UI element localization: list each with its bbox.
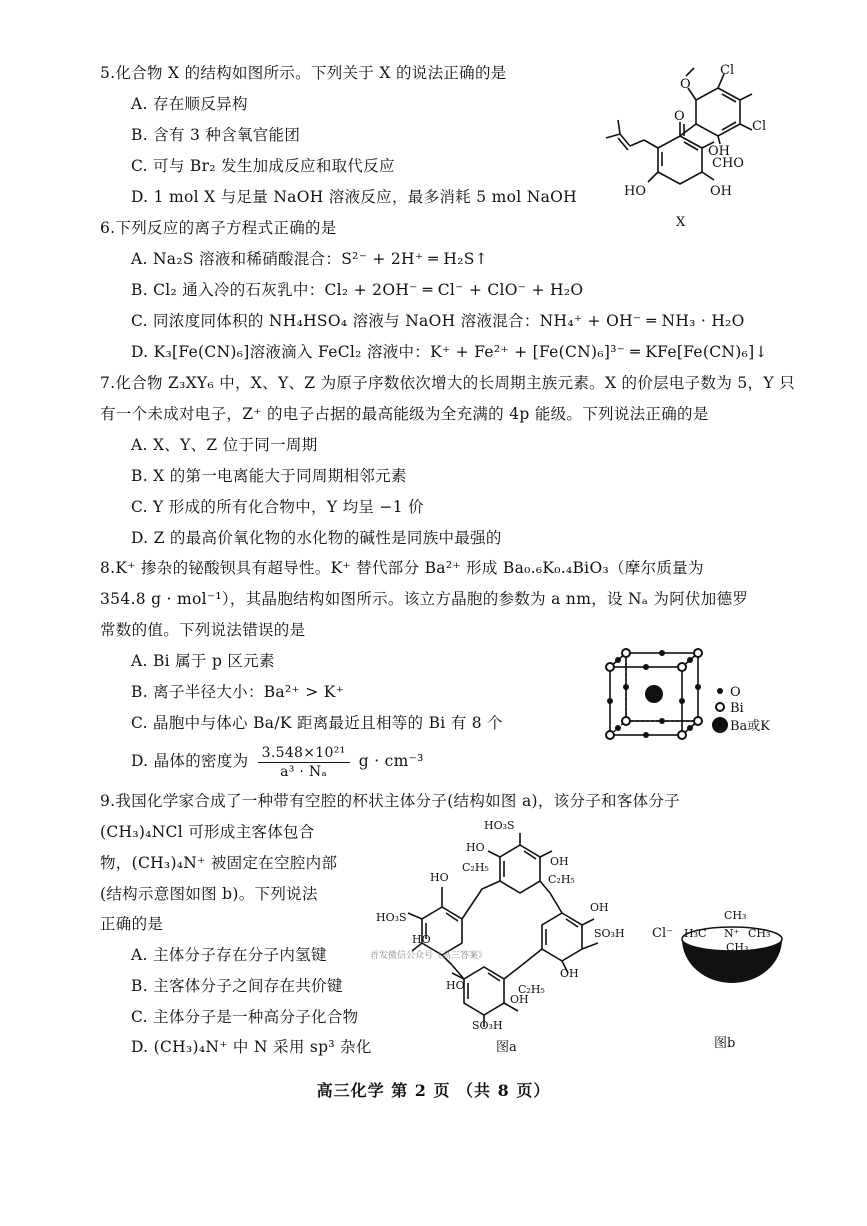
- q8-option-a: A. Bi 属于 p 区元素: [131, 652, 275, 670]
- q9-stem-line1: 9.我国化学家合成了一种带有空腔的杯状主体分子(结构如图 a)，该分子和客体分子: [100, 792, 681, 810]
- svg-text:CH₃: CH₃: [748, 927, 771, 940]
- svg-text:O: O: [730, 685, 741, 700]
- svg-text:CH₃: CH₃: [726, 941, 749, 954]
- compound-x-structure: [600, 60, 780, 235]
- q6-option-a: A. Na₂S 溶液和稀硝酸混合：S²⁻ + 2H⁺ ═ H₂S↑: [131, 250, 488, 268]
- svg-text:HO₃S: HO₃S: [376, 911, 407, 924]
- q8-option-b: B. 离子半径大小：Ba²⁺ > K⁺: [131, 683, 345, 701]
- q6-stem: 6.下列反应的离子方程式正确的是: [100, 219, 337, 237]
- svg-text:SO₃H: SO₃H: [594, 927, 625, 940]
- density-numerator: 3.548×10²¹: [258, 744, 350, 763]
- svg-text:OH: OH: [560, 967, 579, 980]
- unit-cell-diagram: [598, 645, 798, 750]
- q6-option-d: D. K₃[Fe(CN)₆]溶液滴入 FeCl₂ 溶液中：K⁺ + Fe²⁺ + [Fe(CN)₆]³⁻ ═ KFe[Fe(CN)₆]↓: [131, 343, 768, 361]
- q8-option-d-prefix: D. 晶体的密度为: [131, 752, 249, 770]
- svg-text:CHO: CHO: [712, 156, 744, 171]
- q7-stem-line1: 7.化合物 Z₃XY₆ 中，X、Y、Z 为原子序数依次增大的长周期主族元素。X 的价层电子数为 5，Y 只: [100, 374, 795, 392]
- svg-text:图a: 图a: [496, 1040, 517, 1055]
- watermark: 首发微信公众号《高三答案》: [370, 951, 488, 961]
- page-footer: 高三化学 第 2 页 （共 8 页）: [316, 1081, 551, 1100]
- q9-stem-line2: (CH₃)₄NCl 可形成主客体包合: [100, 823, 315, 841]
- q7-option-b: B. X 的第一电离能大于同周期相邻元素: [131, 467, 407, 485]
- svg-text:HO: HO: [624, 184, 646, 199]
- svg-text:OH: OH: [550, 855, 569, 868]
- q8-stem-line1: 8.K⁺ 掺杂的铋酸钡具有超导性。K⁺ 替代部分 Ba²⁺ 形成 Ba₀.₆K₀.₄BiO₃（摩尔质量为: [100, 559, 704, 577]
- svg-text:HO: HO: [430, 871, 449, 884]
- q5-stem: 5.化合物 X 的结构如图所示。下列关于 X 的说法正确的是: [100, 64, 507, 82]
- q6-option-b: B. Cl₂ 通入冷的石灰乳中：Cl₂ + 2OH⁻ ═ Cl⁻ + ClO⁻ + H₂O: [131, 281, 584, 299]
- svg-text:O: O: [674, 109, 685, 124]
- q7-option-c: C. Y 形成的所有化合物中，Y 均呈 −1 价: [131, 498, 424, 516]
- q9-stem-line5: 正确的是: [100, 915, 164, 933]
- density-unit: g · cm⁻³: [358, 752, 424, 770]
- q5-option-b: B. 含有 3 种含氧官能团: [131, 126, 301, 144]
- q8-stem-line2: 354.8 g · mol⁻¹），其晶胞结构如图所示。该立方晶胞的参数为 a nm，设 Nₐ 为阿伏加德罗: [100, 590, 749, 608]
- svg-text:O: O: [680, 77, 691, 92]
- q5-option-c: C. 可与 Br₂ 发生加成反应和取代反应: [131, 157, 395, 175]
- svg-text:HO: HO: [446, 979, 465, 992]
- q9-stem-line4: (结构示意图如图 b)。下列说法: [100, 885, 318, 903]
- svg-text:Cl: Cl: [720, 63, 735, 78]
- svg-text:HO: HO: [466, 841, 485, 854]
- svg-text:Cl: Cl: [752, 119, 767, 134]
- q8-option-d: [131, 742, 424, 781]
- svg-text:C₂H₅: C₂H₅: [518, 983, 545, 996]
- svg-text:OH: OH: [710, 184, 732, 199]
- svg-text:X: X: [676, 215, 686, 230]
- q8-option-c: C. 晶胞中与体心 Ba/K 距离最近且相等的 Bi 有 8 个: [131, 714, 503, 732]
- q7-option-d: D. Z 的最高价氧化物的水化物的碱性是同族中最强的: [131, 529, 502, 547]
- host-molecule-figure-a: [372, 815, 642, 1060]
- density-fraction: [258, 744, 350, 781]
- q7-option-a: A. X、Y、Z 位于同一周期: [131, 436, 318, 454]
- svg-text:Bi: Bi: [730, 701, 744, 716]
- q5-option-a: A. 存在顺反异构: [131, 95, 248, 113]
- q9-stem-line3: 物，(CH₃)₄N⁺ 被固定在空腔内部: [100, 854, 338, 872]
- q8-stem-line3: 常数的值。下列说法错误的是: [100, 621, 306, 639]
- svg-text:Ba或K: Ba或K: [730, 719, 771, 734]
- density-denominator: a³ · Nₐ: [280, 763, 328, 780]
- svg-text:H₃C: H₃C: [684, 927, 707, 940]
- q6-option-c: C. 同浓度同体积的 NH₄HSO₄ 溶液与 NaOH 溶液混合：NH₄⁺ + OH⁻ ═ NH₃ · H₂O: [131, 312, 745, 330]
- q7-stem-line2: 有一个未成对电子，Z⁺ 的电子占据的最高能级为全充满的 4p 能级。下列说法正确的是: [100, 405, 709, 423]
- svg-text:图b: 图b: [714, 1036, 736, 1051]
- svg-text:HO₃S: HO₃S: [484, 819, 515, 832]
- svg-text:OH: OH: [708, 144, 730, 159]
- q9-option-a: A. 主体分子存在分子内氢键: [131, 946, 327, 964]
- q9-option-c: C. 主体分子是一种高分子化合物: [131, 1008, 359, 1026]
- svg-text:Cl⁻: Cl⁻: [652, 926, 673, 941]
- svg-text:C₂H₅: C₂H₅: [548, 873, 575, 886]
- svg-text:N⁺: N⁺: [724, 927, 740, 940]
- q5-option-d: D. 1 mol X 与足量 NaOH 溶液反应，最多消耗 5 mol NaOH: [131, 188, 577, 206]
- svg-text:SO₃H: SO₃H: [472, 1019, 503, 1032]
- svg-text:C₂H₅: C₂H₅: [462, 861, 489, 874]
- q9-option-b: B. 主客体分子之间存在共价键: [131, 977, 343, 995]
- svg-text:CH₃: CH₃: [724, 909, 747, 922]
- q9-option-d: D. (CH₃)₄N⁺ 中 N 采用 sp³ 杂化: [131, 1038, 372, 1056]
- svg-text:OH: OH: [590, 901, 609, 914]
- host-guest-figure-b: [652, 895, 802, 1055]
- svg-text:OH: OH: [510, 993, 529, 1006]
- svg-text:HO: HO: [412, 933, 431, 946]
